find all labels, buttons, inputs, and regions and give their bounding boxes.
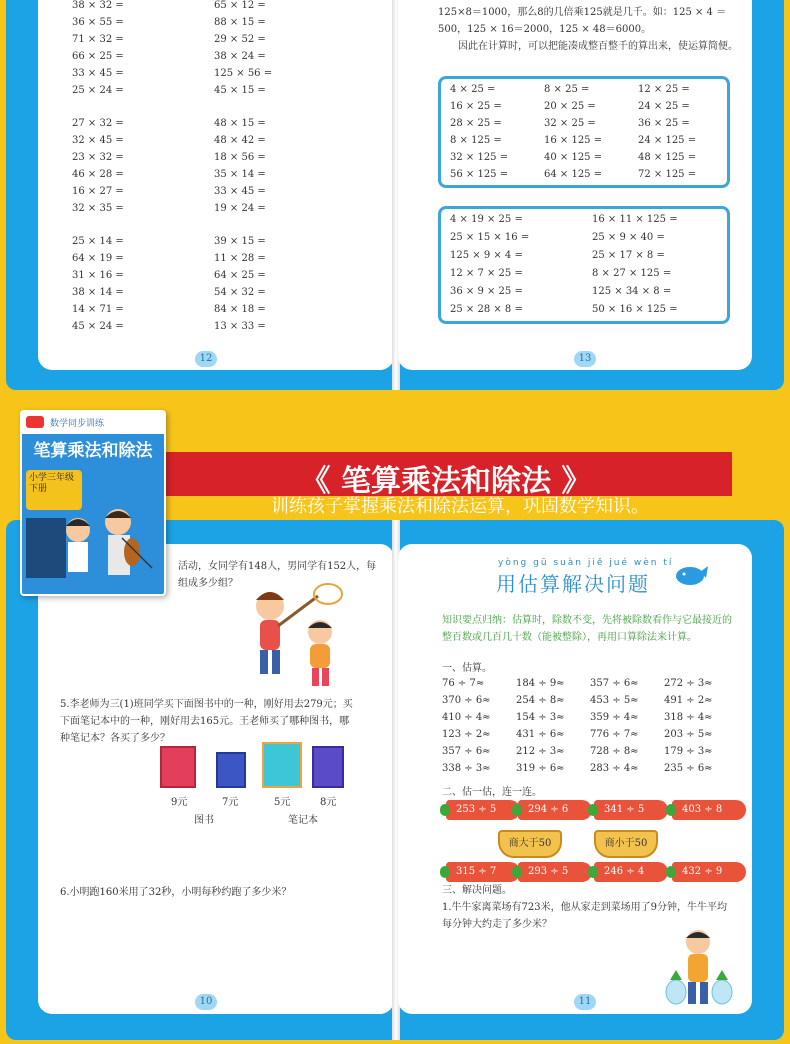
books-label: 图书: [194, 815, 214, 826]
multiplication-exercise: 8 × 125 =: [450, 135, 502, 146]
multiplication-exercise: 72 × 125 =: [638, 169, 697, 180]
estimation-exercise: 357 ÷ 6≈: [442, 746, 491, 757]
cover-series: 数学同步训练: [50, 419, 105, 429]
page-number: 13: [574, 351, 596, 367]
estimation-exercise: 431 ÷ 6≈: [516, 729, 565, 740]
book-icon: [160, 746, 196, 788]
multiplication-exercise: 25 × 28 × 8 =: [450, 304, 523, 315]
top-book-spread: [6, 0, 784, 390]
shopping-boy-illustration: [662, 928, 738, 1012]
pepper-card[interactable]: 432 ÷ 9: [672, 862, 746, 882]
multiplication-exercise: 16 × 125 =: [544, 135, 603, 146]
multiplication-exercise: 4 × 19 × 25 =: [450, 214, 523, 225]
section-heading: 一、估算。: [442, 663, 492, 674]
multiplication-exercise: 36 × 55 =: [72, 17, 124, 28]
intro-text: 125×8＝1000，那么8的几倍乘125就是几千。如：125 × 4 ＝: [438, 7, 727, 18]
estimation-exercise: 453 ÷ 5≈: [590, 695, 639, 706]
problem-text: 1.牛牛家离菜场有723米，他从家走到菜场用了9分钟，牛牛平均: [442, 902, 727, 913]
multiplication-exercise: 48 × 125 =: [638, 152, 697, 163]
multiplication-exercise: 48 × 42 =: [214, 135, 266, 146]
basket-greater-than-50[interactable]: 商大于50: [498, 830, 562, 858]
intro-text: 因此在计算时，可以把能凑成整百整千的算出来，使运算简便。: [458, 41, 738, 52]
banner-subtitle: 训练孩子掌握乘法和除法运算，巩固数学知识。: [271, 496, 649, 517]
estimation-exercise: 235 ÷ 6≈: [664, 763, 713, 774]
multiplication-exercise: 20 × 25 =: [544, 101, 596, 112]
knowledge-tip: 知识要点归纳：估算时，除数不变，先将被除数看作与它最接近的: [442, 615, 732, 626]
cover-title: 笔算乘法和除法: [33, 441, 153, 461]
basket-less-than-50[interactable]: 商小于50: [594, 830, 658, 858]
estimation-exercise: 212 ÷ 3≈: [516, 746, 565, 757]
multiplication-exercise: 45 × 15 =: [214, 85, 266, 96]
question-4-text: 活动，女同学有148人，男同学有152人，每: [178, 561, 377, 572]
multiplication-exercise: 64 × 25 =: [214, 270, 266, 281]
multiplication-exercise: 29 × 52 =: [214, 34, 266, 45]
multiplication-exercise: 13 × 33 =: [214, 321, 266, 332]
estimation-exercise: 318 ÷ 4≈: [664, 712, 713, 723]
multiplication-exercise: 45 × 24 =: [72, 321, 124, 332]
pepper-card[interactable]: 341 ÷ 5: [594, 800, 668, 820]
multiplication-exercise: 125 × 34 × 8 =: [592, 286, 672, 297]
multiplication-exercise: 25 × 24 =: [72, 85, 124, 96]
estimation-exercise: 179 ÷ 3≈: [664, 746, 713, 757]
multiplication-exercise: 125 × 9 × 4 =: [450, 250, 523, 261]
cover-illustration: [22, 508, 166, 596]
multiplication-exercise: 12 × 25 =: [638, 84, 690, 95]
page-number: 12: [195, 351, 217, 367]
estimation-exercise: 357 ÷ 6≈: [590, 678, 639, 689]
multiplication-exercise: 18 × 56 =: [214, 152, 266, 163]
intro-text: 500，125 × 16＝2000，125 × 48＝6000。: [438, 24, 652, 35]
multiplication-exercise: 24 × 125 =: [638, 135, 697, 146]
page-10: [38, 544, 394, 1014]
pepper-card[interactable]: 315 ÷ 7: [446, 862, 520, 882]
pepper-card[interactable]: 293 ÷ 5: [518, 862, 592, 882]
multiplication-exercise: 54 × 32 =: [214, 287, 266, 298]
multiplication-exercise: 48 × 15 =: [214, 118, 266, 129]
multiplication-exercise: 33 × 45 =: [214, 186, 266, 197]
pepper-card[interactable]: 403 ÷ 8: [672, 800, 746, 820]
estimation-exercise: 491 ÷ 2≈: [664, 695, 713, 706]
multiplication-exercise: 32 × 45 =: [72, 135, 124, 146]
multiplication-exercise: 14 × 71 =: [72, 304, 124, 315]
multiplication-exercise: 56 × 125 =: [450, 169, 509, 180]
multiplication-exercise: 33 × 45 =: [72, 68, 124, 79]
pepper-card[interactable]: 294 ÷ 6: [518, 800, 592, 820]
estimation-exercise: 338 ÷ 3≈: [442, 763, 491, 774]
multiplication-exercise: 32 × 125 =: [450, 152, 509, 163]
multiplication-exercise: 12 × 7 × 25 =: [450, 268, 523, 279]
estimation-exercise: 154 ÷ 3≈: [516, 712, 565, 723]
page-number: 11: [574, 994, 596, 1010]
multiplication-exercise: 25 × 9 × 40 =: [592, 232, 665, 243]
section-heading: 二、估一估，连一连。: [442, 787, 542, 798]
estimation-exercise: 283 ÷ 4≈: [590, 763, 639, 774]
multiplication-exercise: 38 × 24 =: [214, 51, 266, 62]
estimation-exercise: 359 ÷ 4≈: [590, 712, 639, 723]
multiplication-exercise: 71 × 32 =: [72, 34, 124, 45]
multiplication-exercise: 16 × 11 × 125 =: [592, 214, 678, 225]
estimation-exercise: 254 ÷ 8≈: [516, 695, 565, 706]
estimation-exercise: 272 ÷ 3≈: [664, 678, 713, 689]
page-12: [38, 0, 394, 370]
notebook-icon: [262, 742, 302, 788]
multiplication-exercise: 25 × 15 × 16 =: [450, 232, 530, 243]
multiplication-exercise: 64 × 19 =: [72, 253, 124, 264]
problem-text: 每分钟大约走了多少米？: [442, 919, 552, 930]
question-5-text: 下面笔记本中的一种，刚好用去165元。王老师买了哪种图书，哪: [60, 716, 350, 727]
book-cover: [20, 410, 166, 596]
cover-grade: 小学三年级下册: [26, 470, 82, 510]
multiplication-exercise: 50 × 16 × 125 =: [592, 304, 678, 315]
price-label: 9元: [171, 797, 188, 808]
multiplication-exercise: 11 × 28 =: [214, 253, 266, 264]
multiplication-exercise: 38 × 14 =: [72, 287, 124, 298]
multiplication-exercise: 39 × 15 =: [214, 236, 266, 247]
multiplication-exercise: 125 × 56 =: [214, 68, 273, 79]
multiplication-exercise: 8 × 27 × 125 =: [592, 268, 672, 279]
multiplication-exercise: 35 × 14 =: [214, 169, 266, 180]
whale-icon: [674, 562, 708, 586]
pepper-card[interactable]: 253 ÷ 5: [446, 800, 520, 820]
multiplication-exercise: 27 × 32 =: [72, 118, 124, 129]
estimation-exercise: 184 ÷ 9≈: [516, 678, 565, 689]
multiplication-exercise: 46 × 28 =: [72, 169, 124, 180]
multiplication-exercise: 24 × 25 =: [638, 101, 690, 112]
notebook-icon: [312, 746, 344, 788]
estimation-exercise: 776 ÷ 7≈: [590, 729, 639, 740]
price-label: 5元: [274, 797, 291, 808]
multiplication-exercise: 25 × 17 × 8 =: [592, 250, 665, 261]
pepper-card[interactable]: 246 ÷ 4: [594, 862, 668, 882]
title-pinyin: yòng gū suàn jiě jué wèn tí: [498, 558, 674, 568]
multiplication-exercise: 88 × 15 =: [214, 17, 266, 28]
estimation-exercise: 370 ÷ 6≈: [442, 695, 491, 706]
estimation-exercise: 319 ÷ 6≈: [516, 763, 565, 774]
price-label: 8元: [320, 797, 337, 808]
multiplication-exercise: 16 × 25 =: [450, 101, 502, 112]
multiplication-exercise: 23 × 32 =: [72, 152, 124, 163]
multiplication-exercise: 31 × 16 =: [72, 270, 124, 281]
multiplication-exercise: 4 × 25 =: [450, 84, 496, 95]
page-13: [398, 0, 752, 370]
multiplication-exercise: 66 × 25 =: [72, 51, 124, 62]
question-5-text: 5.李老师为三(1)班同学买下面图书中的一种，刚好用去279元；买: [60, 699, 353, 710]
multiplication-exercise: 84 × 18 =: [214, 304, 266, 315]
price-label: 7元: [222, 797, 239, 808]
bottom-book-spread: [6, 520, 784, 1040]
multiplication-exercise: 65 × 12 =: [214, 0, 266, 11]
estimation-exercise: 123 ÷ 2≈: [442, 729, 491, 740]
multiplication-exercise: 19 × 24 =: [214, 203, 266, 214]
notebooks-label: 笔记本: [288, 815, 318, 826]
estimation-exercise: 203 ÷ 5≈: [664, 729, 713, 740]
question-4-text: 组成多少组？: [178, 578, 238, 589]
estimation-exercise: 76 ÷ 7≈: [442, 678, 485, 689]
multiplication-exercise: 16 × 27 =: [72, 186, 124, 197]
estimation-exercise: 728 ÷ 8≈: [590, 746, 639, 757]
multiplication-exercise: 32 × 25 =: [544, 118, 596, 129]
children-illustration: [228, 582, 358, 692]
page-number: 10: [195, 994, 217, 1010]
multiplication-exercise: 8 × 25 =: [544, 84, 590, 95]
multiplication-exercise: 36 × 9 × 25 =: [450, 286, 523, 297]
multiplication-exercise: 32 × 35 =: [72, 203, 124, 214]
multiplication-exercise: 28 × 25 =: [450, 118, 502, 129]
section-heading: 三、解决问题。: [442, 885, 512, 896]
multiplication-exercise: 38 × 32 =: [72, 0, 124, 11]
banner-title: 《 笔算乘法和除法 》: [300, 464, 592, 499]
multiplication-exercise: 40 × 125 =: [544, 152, 603, 163]
multiplication-exercise: 64 × 125 =: [544, 169, 603, 180]
multiplication-exercise: 25 × 14 =: [72, 236, 124, 247]
knowledge-tip: 整百数或几百几十数（能被整除），再用口算除法来计算。: [442, 632, 697, 643]
section-title: 用估算解决问题: [496, 572, 650, 596]
question-5-text: 种笔记本？各买了多少？: [60, 733, 170, 744]
estimation-exercise: 410 ÷ 4≈: [442, 712, 491, 723]
multiplication-exercise: 36 × 25 =: [638, 118, 690, 129]
question-6-text: 6.小明跑160米用了32秒，小明每秒约跑了多少米？: [60, 887, 292, 898]
book-icon: [216, 752, 246, 788]
page-11: [398, 544, 752, 1014]
